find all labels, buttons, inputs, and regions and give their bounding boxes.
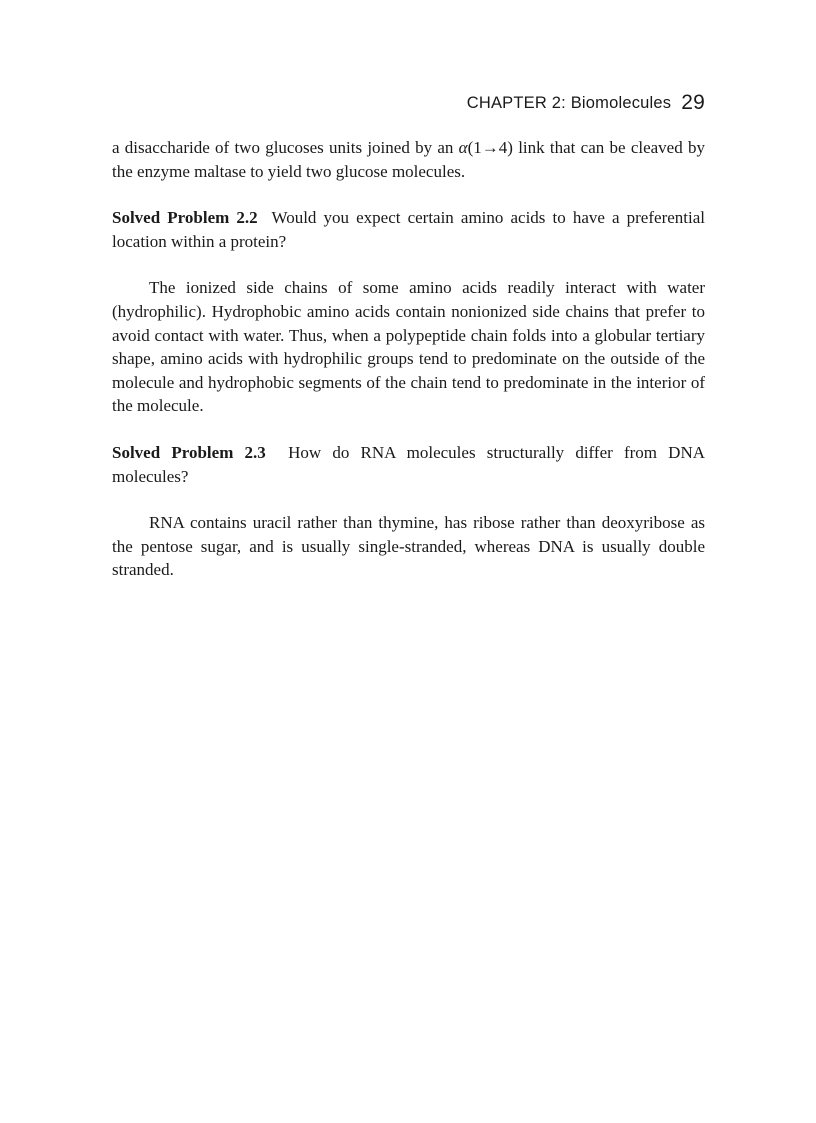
chapter-title: CHAPTER 2: Biomolecules [466,94,672,112]
problem-2-3-answer: RNA contains uracil rather than thymine, has ribose rather than deoxyribose as the pentose sugar, and is usually single-stranded, whereas DNA is usually double stranded. [112,513,705,580]
intro-text-start: a disaccharide of two glucoses units joined by an [112,138,459,157]
problem-2-3-label: Solved Problem 2.3 [112,442,266,462]
alpha-symbol: α [458,138,468,157]
problem-2-3-question [112,441,705,488]
page-number: 29 [681,91,705,114]
problem-2-2-question [112,206,705,253]
problem-2-2-label: Solved Problem 2.2 [112,208,258,228]
problem-2-3-question-text: How do RNA molecules structurally differ from DNA molecules? [112,442,705,486]
problem-2-2-answer: The ionized side chains of some amino acids readily interact with water (hydrophilic). Hydrophobic amino acids contain nonionized side chains that prefer to avoid contact with water. Thus, when a polypeptide chain folds into a globular tertiary shape, amino acids with hydrophilic groups tend to predominate on the outside of the molecule and hydrophobic segments of the chain tend to predominate in the interior of the molecule. [112,278,705,416]
running-head [112,88,705,118]
page [112,88,705,582]
intro-paragraph [112,136,705,183]
problem-2-2-question-text: Would you expect certain amino acids to have a preferential location within a protein? [112,208,705,251]
intro-text-end: (1→4) link that can be cleaved by the enzyme maltase to yield two glucose molecules. [112,138,705,181]
